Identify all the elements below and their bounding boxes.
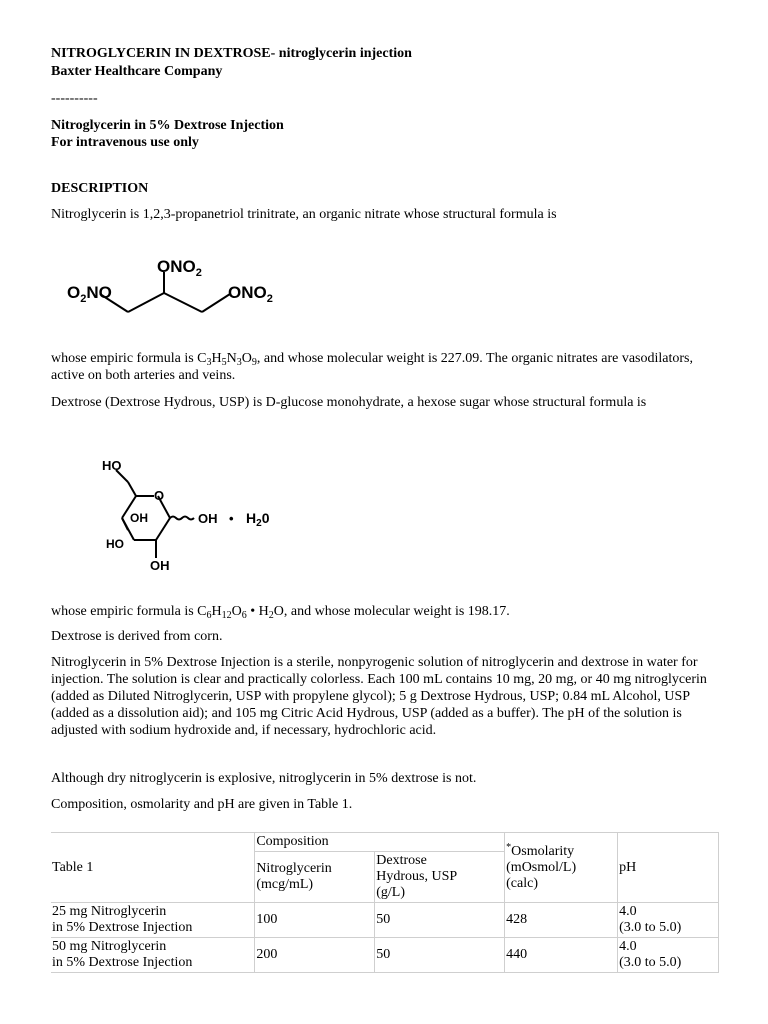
formula-text: H (211, 351, 222, 366)
description-paragraph-2 (51, 350, 721, 384)
formula-sub: 6 (241, 610, 247, 621)
formula-sub: 3 (236, 357, 242, 368)
formula-text: O (241, 351, 252, 366)
formula-text: , and whose molecular weight is 227.09. The organic nitrates are vasodilators, active on both arteries and veins. (51, 351, 693, 383)
dextrose-oh-bottom: OH (150, 558, 170, 573)
product-name: Nitroglycerin in 5% Dextrose Injection (51, 118, 284, 133)
formula-sub: 3 (206, 357, 212, 368)
dextrose-ho-top: HO (102, 458, 122, 473)
nitro-top-group: ONO (157, 257, 196, 276)
header-text: (g/L) (376, 885, 406, 900)
nitroglycerin-value-cell: 200 (255, 938, 375, 973)
formula-text: H (211, 604, 222, 619)
osmolarity-value-cell: 428 (505, 903, 618, 938)
row-name-cell (51, 938, 255, 973)
description-paragraph-6: Nitroglycerin in 5% Dextrose Injection is a sterile, nonpyrogenic solution of nitroglycerin and dextrose in water for injection. The solution is clear and practically colorless. Each 100 mL contains 10 mg, 20 mg, or 40 mg nitroglycerin (added as Diluted Nitroglycerin, USP with propylene glycol); 5 g Dextrose Hydrous, USP; 0.84 mL Alcohol, USP (added as a dissolution aid); and 105 mg Citric Acid Hydrous, USP (added as a buffer). The pH of the solution is adjusted with sodium hydroxide and, if necessary, hydrochloric acid. (51, 655, 707, 738)
table-label-cell: Table 1 (51, 833, 255, 903)
nitro-right-group: ONO (228, 283, 267, 302)
table-header-row (51, 833, 719, 852)
separator-line: ---------- (51, 91, 98, 106)
cell-text: (3.0 to 5.0) (619, 920, 682, 935)
route-statement: For intravenous use only (51, 135, 199, 150)
header-text: Nitroglycerin (256, 861, 332, 876)
section-heading-description: DESCRIPTION (51, 181, 149, 196)
svg-text:H20 (246, 510, 270, 529)
dextrose-ring-oxygen: O (154, 488, 165, 503)
formula-text: whose empiric formula is C (51, 351, 207, 366)
svg-text:ONO2 (228, 283, 273, 305)
description-paragraph-1: Nitroglycerin is 1,2,3-propanetriol trinitrate, an organic nitrate whose structural formula is (51, 207, 557, 222)
cell-text: in 5% Dextrose Injection (52, 920, 193, 935)
formula-sub: 6 (206, 610, 212, 621)
nitro-left-prefix-sub: 2 (80, 293, 87, 305)
table-row (51, 903, 719, 938)
description-paragraph-3: Dextrose (Dextrose Hydrous, USP) is D-glucose monohydrate, a hexose sugar whose structural formula is (51, 395, 647, 410)
osmolarity-header-cell (505, 833, 618, 903)
formula-text: whose empiric formula is C (51, 604, 207, 619)
header-text: (mcg/mL) (256, 877, 314, 892)
nitro-left-prefix: O (67, 283, 81, 302)
ph-header-cell: pH (618, 833, 719, 903)
nitro-left-group: NO (86, 283, 112, 302)
formula-text: • H (246, 604, 269, 619)
formula-text: O, and whose molecular weight is 198.17. (273, 604, 510, 619)
dextrose-water-h: H (246, 510, 257, 526)
row-name-cell (51, 903, 255, 938)
nitro-top-sub: 2 (195, 267, 202, 279)
ph-value-cell (618, 938, 719, 973)
cell-text: 50 mg Nitroglycerin (52, 939, 167, 954)
dextrose-structure-diagram (100, 452, 290, 577)
formula-sub: 12 (221, 610, 232, 621)
header-text: Hydrous, USP (376, 869, 458, 884)
cell-text: 25 mg Nitroglycerin (52, 904, 167, 919)
header-text: (calc) (506, 875, 538, 891)
formula-sub: 2 (268, 610, 274, 621)
nitroglycerin-header-cell (255, 852, 375, 903)
dextrose-dot: • (229, 511, 234, 526)
formula-text: O (231, 604, 242, 619)
company-name: Baxter Healthcare Company (51, 64, 223, 79)
cell-text: 4.0 (619, 904, 637, 919)
cell-text: 4.0 (619, 939, 637, 954)
dextrose-ho-left: HO (106, 537, 124, 551)
header-text: (mOsmol/L) (506, 859, 577, 875)
composition-header-cell: Composition (255, 833, 505, 852)
ph-value-cell (618, 903, 719, 938)
formula-sub: 9 (251, 357, 257, 368)
dextrose-oh-right: OH (198, 511, 218, 526)
dextrose-water-o: 0 (261, 510, 270, 526)
header-text: Dextrose (376, 853, 427, 868)
description-paragraph-7: Although dry nitroglycerin is explosive, nitroglycerin in 5% dextrose is not. (51, 771, 477, 786)
description-paragraph-8: Composition, osmolarity and pH are given in Table 1. (51, 797, 353, 812)
header-text: Osmolarity (511, 843, 575, 859)
osmolarity-value-cell: 440 (505, 938, 618, 973)
dextrose-oh-inner: OH (130, 511, 148, 525)
svg-text:ONO2 (157, 257, 202, 279)
document-title: NITROGLYCERIN IN DEXTROSE- nitroglycerin injection (51, 46, 412, 61)
formula-sub: 5 (221, 357, 227, 368)
cell-text: in 5% Dextrose Injection (52, 955, 193, 970)
nitroglycerin-value-cell: 100 (255, 903, 375, 938)
svg-text:O2NO (67, 283, 112, 305)
table-row (51, 938, 719, 973)
formula-text: N (226, 351, 237, 366)
dextrose-header-cell (375, 852, 505, 903)
cell-text: (3.0 to 5.0) (619, 955, 682, 970)
description-paragraph-5: Dextrose is derived from corn. (51, 629, 223, 644)
description-paragraph-4 (51, 603, 721, 620)
footnote-mark: * (506, 841, 512, 853)
dextrose-water-sub: 2 (256, 518, 262, 529)
nitro-right-sub: 2 (266, 293, 273, 305)
dextrose-value-cell: 50 (375, 903, 505, 938)
nitroglycerin-structure-diagram (60, 250, 290, 320)
composition-table (51, 832, 719, 973)
dextrose-value-cell: 50 (375, 938, 505, 973)
